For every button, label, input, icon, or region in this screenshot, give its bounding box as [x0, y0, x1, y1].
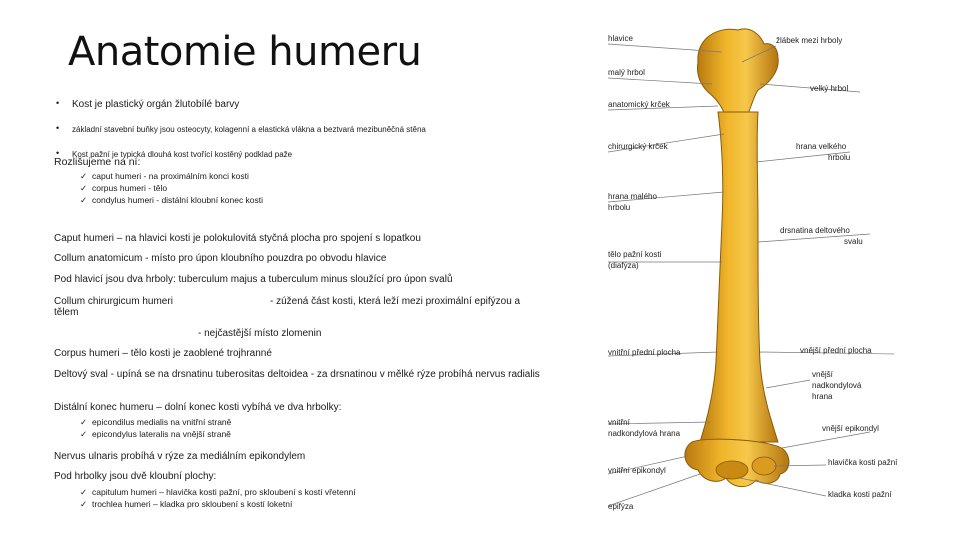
- bullet-icon: •: [56, 123, 60, 133]
- leader-line: [740, 478, 826, 496]
- label-hrana-velkeho-2: hrbolu: [828, 153, 851, 162]
- label-drsnatina-1: drsnatina deltového: [780, 226, 850, 235]
- bullet-item: [54, 96, 574, 112]
- humeral-shaft: [700, 112, 778, 442]
- paragraph-tubercula: Pod hlavicí jsou dva hrboly: tuberculum majus a tuberculum minus sloužící pro úpon svalů: [54, 274, 453, 285]
- label-drsnatina-2: svalu: [844, 237, 863, 246]
- collum-chirurgicum-continuation: tělem: [54, 307, 79, 318]
- list-item-text: condylus humeri - distální kloubní konec kosti: [92, 195, 264, 205]
- label-kladka: kladka kosti pažní: [828, 490, 892, 499]
- bullet-icon: •: [56, 148, 60, 158]
- paragraph-distal: Distální konec humeru – dolní konec kosti vybíhá ve dva hrbolky:: [54, 402, 342, 413]
- list-item: [80, 182, 263, 194]
- label-vnitrni-hrana-1: vnitřní: [608, 418, 630, 427]
- paragraph-caput: Caput humeri – na hlavici kosti je polokulovitá styčná plocha pro spojení s lopatkou: [54, 233, 421, 244]
- paragraph-collum-chirurgicum: Collum chirurgicum humeri: [54, 296, 173, 307]
- label-vnitrni-plocha: vnitřní přední plocha: [608, 348, 681, 357]
- label-hlavice: hlavice: [608, 34, 633, 43]
- checkmark-icon: ✓: [80, 195, 88, 205]
- label-anatomicky-krcek: anatomický krček: [608, 100, 670, 109]
- label-vnejsi-epikondyl: vnější epikondyl: [822, 424, 879, 433]
- checkmark-icon: ✓: [80, 487, 88, 497]
- checkmark-icon: ✓: [80, 417, 88, 427]
- intro-heading: Rozlišujeme na ní:: [54, 156, 141, 168]
- bullet-item: [54, 121, 574, 137]
- label-telo-1: tělo pažní kosti: [608, 250, 662, 259]
- checkmark-icon: ✓: [80, 171, 88, 181]
- capitulum-shape: [752, 457, 776, 475]
- label-zlabek: žlábek mezi hrboly: [776, 36, 843, 45]
- trochlea-shape: [716, 461, 748, 479]
- label-vnejsi-hrana-1: vnější: [812, 370, 833, 379]
- list-item: [80, 486, 356, 498]
- label-vnitrni-epikondyl: vnitřní epikondyl: [608, 466, 666, 475]
- list-item: [80, 194, 263, 206]
- paragraph-surfaces: Pod hrbolky jsou dvě kloubní plochy:: [54, 471, 217, 482]
- label-hrana-maleho-1: hrana malého: [608, 192, 657, 201]
- collum-chirurgicum-description: - zúžená část kosti, která leží mezi proximální epifýzou a: [270, 296, 521, 307]
- paragraph-ulnaris: Nervus ulnaris probíhá v rýze za mediálním epikondylem: [54, 451, 306, 462]
- label-vnitrni-hrana-2: nadkondylová hrana: [608, 429, 681, 438]
- label-vnejsi-hrana-2: nadkondylová: [812, 381, 862, 390]
- label-hrana-velkeho-1: hrana velkého: [796, 142, 847, 151]
- label-velky-hrbol: velký hrbol: [810, 84, 849, 93]
- leader-line: [608, 78, 712, 84]
- list-item-text: caput humeri - na proximálním konci kosti: [92, 171, 249, 181]
- parts-list: [80, 170, 263, 206]
- list-item: [80, 416, 231, 428]
- list-item-text: epicondilus medialis na vnitřní straně: [92, 417, 232, 427]
- label-vnejsi-plocha: vnější přední plocha: [800, 346, 872, 355]
- checkmark-icon: ✓: [80, 499, 88, 509]
- list-item-text: epicondylus lateralis na vnější straně: [92, 429, 231, 439]
- bullet-text: Kost pažní je typická dlouhá kost tvořící kostěný podklad paže: [72, 150, 293, 159]
- paragraph-collum-anatomicum: Collum anatomicum - místo pro úpon kloubního pouzdra po obvodu hlavice: [54, 253, 387, 264]
- slide-title: Anatomie humeru: [68, 29, 422, 75]
- collum-chirurgicum-fracture-note: - nejčastější místo zlomenin: [198, 328, 322, 339]
- list-item-text: trochlea humeri – kladka pro skloubení s kostí loketní: [92, 499, 293, 509]
- label-epifyza: epifýza: [608, 502, 634, 511]
- humerus-illustration: [600, 22, 900, 522]
- list-item: [80, 428, 231, 440]
- list-item-text: corpus humeri - tělo: [92, 183, 168, 193]
- bullet-text: Kost je plastický orgán žlutobílé barvy: [72, 99, 240, 110]
- leader-line: [782, 432, 870, 448]
- humerus-figure: [600, 22, 900, 522]
- leader-line: [766, 380, 810, 388]
- paragraph-corpus: Corpus humeri – tělo kosti je zaoblené trojhranné: [54, 348, 272, 359]
- checkmark-icon: ✓: [80, 183, 88, 193]
- label-telo-2: (diafýza): [608, 261, 639, 270]
- label-hrana-maleho-2: hrbolu: [608, 203, 631, 212]
- humeral-head: [697, 29, 778, 122]
- surfaces-list: [80, 486, 356, 510]
- paragraph-deltoid: Deltový sval - upíná se na drsnatinu tuberositas deltoidea - za drsnatinou v mělké rýze probíhá nervus radialis: [54, 369, 540, 380]
- list-item-text: capitulum humeri – hlavička kosti pažní, pro skloubení s kostí vřetenní: [92, 487, 356, 497]
- list-item: [80, 498, 356, 510]
- bullet-text: základní stavební buňky jsou osteocyty, kolagenní a elastická vlákna a beztvará mezibuněčná stěna: [72, 125, 426, 134]
- label-chirurgicky-krcek: chirurgický krček: [608, 142, 668, 151]
- label-vnejsi-hrana-3: hrana: [812, 392, 833, 401]
- epicondyle-list: [80, 416, 231, 440]
- list-item: [80, 170, 263, 182]
- checkmark-icon: ✓: [80, 429, 88, 439]
- label-hlavicka: hlavička kosti pažní: [828, 458, 898, 467]
- label-maly-hrbol: malý hrbol: [608, 68, 645, 77]
- bullet-icon: •: [56, 98, 60, 108]
